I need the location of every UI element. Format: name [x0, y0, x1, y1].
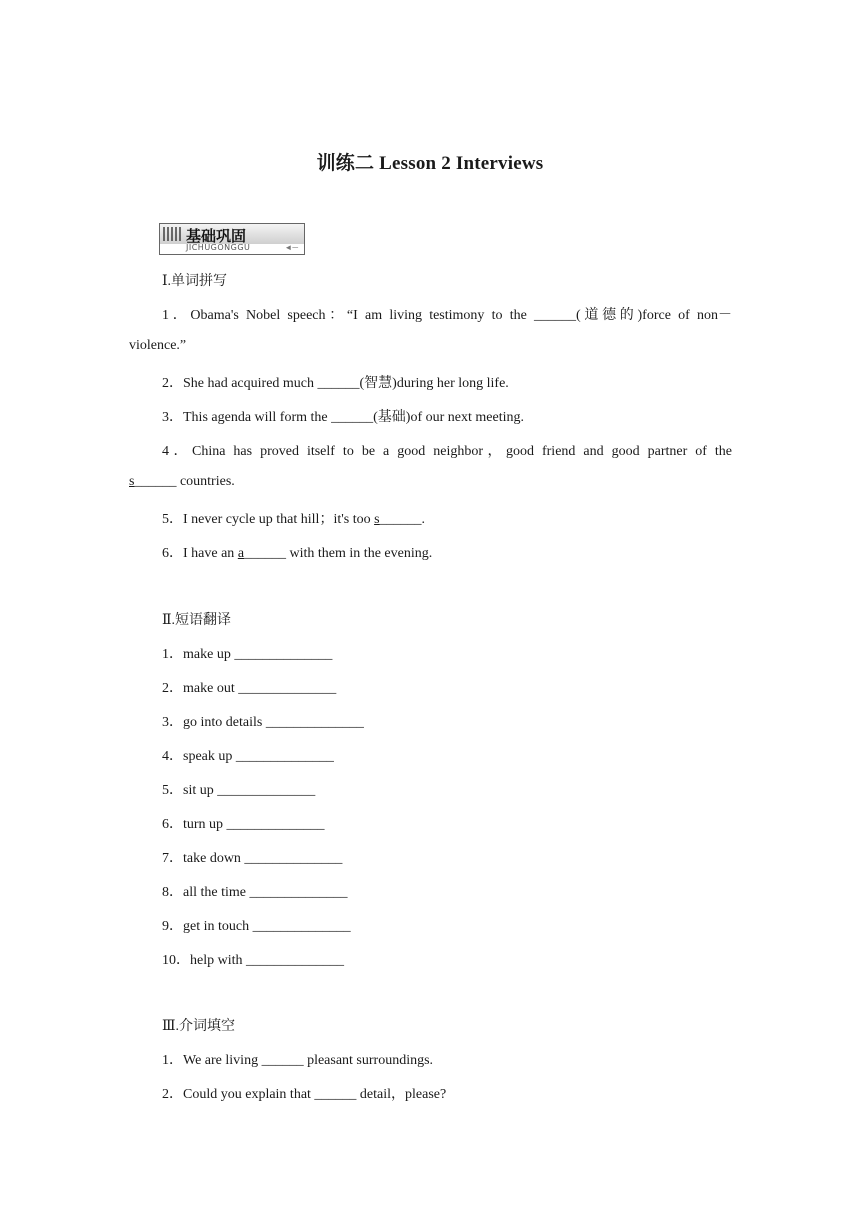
phrase-item: 9．get in touch ______________ [162, 919, 351, 934]
banner-chinese-label: 基础巩固 [186, 227, 247, 245]
spelling-q2: 2．She had acquired much ______(智慧)during her long life. [162, 376, 509, 391]
section-heading-prepositions: Ⅲ.介词填空 [162, 1019, 236, 1034]
hint-letter: s [129, 474, 135, 489]
phrase-item: 3．go into details ______________ [162, 715, 364, 730]
phrase-item: 10．help with ______________ [162, 953, 344, 968]
spelling-q5 [162, 508, 425, 528]
section-heading-spelling: Ⅰ.单词拼写 [162, 274, 228, 289]
phrase-item: 2．make out ______________ [162, 681, 337, 696]
phrase-item: 7．take down ______________ [162, 851, 343, 866]
page-title: 训练二 Lesson 2 Interviews [316, 153, 544, 174]
question-text: 5．I never cycle up that hill；it's too [162, 512, 375, 527]
spelling-q1-line1: 1．Obama's Nobel speech：“I am living testimony to the ______(道德的)force of non－ [162, 308, 732, 323]
spelling-q1-line2: violence.” [129, 338, 187, 353]
phrase-item: 4．speak up ______________ [162, 749, 334, 764]
preposition-q1: 1．We are living ______ pleasant surroundings. [162, 1053, 434, 1068]
blank-text: ______. [379, 512, 426, 527]
phrase-item: 6．turn up ______________ [162, 817, 325, 832]
phrase-item: 8．all the time ______________ [162, 885, 348, 900]
blank-text: ______ countries. [134, 474, 235, 489]
banner-building-icon [163, 227, 183, 241]
spelling-q6 [162, 542, 432, 562]
phrase-item: 1．make up ______________ [162, 647, 333, 662]
banner-pinyin-label: JICHUGONGGU [186, 243, 251, 252]
hint-letter: s [374, 512, 380, 527]
section-heading-phrases: Ⅱ.短语翻译 [162, 613, 232, 628]
section-banner [159, 223, 305, 255]
blank-text: ______ with them in the evening. [244, 546, 433, 561]
spelling-q4-line1: 4．China has proved itself to be a good neighbor，good friend and good partner of the [162, 444, 732, 459]
spelling-q3: 3．This agenda will form the ______(基础)of our next meeting. [162, 410, 524, 425]
question-text: 6．I have an [162, 546, 238, 561]
hint-letter: a [237, 546, 245, 561]
phrase-item: 5．sit up ______________ [162, 783, 316, 798]
spelling-q4-line2 [129, 474, 235, 490]
preposition-q2: 2．Could you explain that ______ detail，please? [162, 1087, 447, 1102]
banner-arrow-icon: ◄─ [284, 243, 298, 252]
